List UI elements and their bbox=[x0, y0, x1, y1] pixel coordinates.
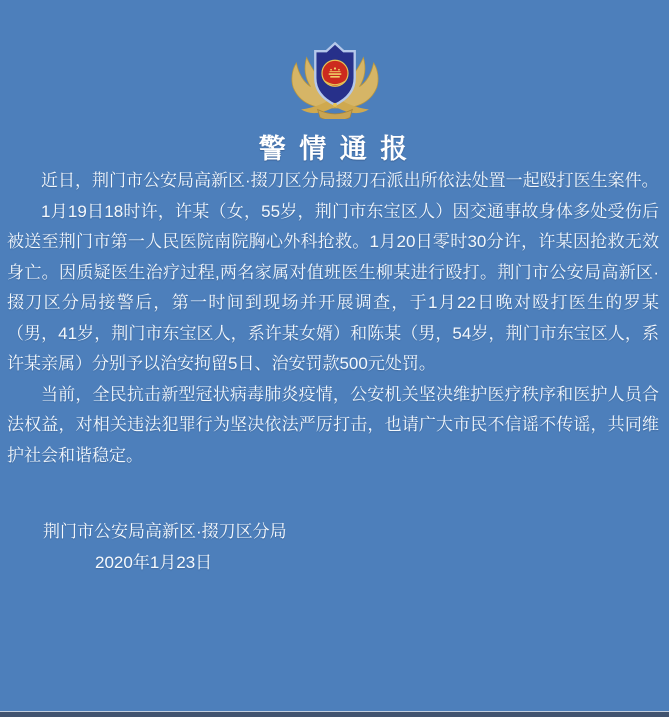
paragraph-intro: 近日，荆门市公安局高新区·掇刀区分局掇刀石派出所依法处置一起殴打医生案件。 bbox=[41, 171, 659, 190]
police-badge-icon bbox=[282, 37, 388, 119]
paragraph-incident: 1月19日18时许，许某（女，55岁，荆门市东宝区人）因交通事故身体多处受伤后被送至荆门市第一人民医院南院胸心外科抢救。1月20日零时30分许，许某因抢救无效身亡。因质疑医生治疗过程,两名家属对值班医生柳某进行殴打。荆门市公安局高新区·掇刀区分局接警后，第一时间到现场并开展调查，于1月22日晚对殴打医生的罗某（男，41岁，荆门市东宝区人，系许某女婿）和陈某（男，54岁，荆门市东宝区人，系许某亲属）分别予以治安拘留5日、治安罚款500元处罚。 bbox=[7, 201, 659, 373]
bottom-edge-bar bbox=[0, 711, 669, 717]
signature-organization: 荆门市公安局高新区·掇刀区分局 bbox=[43, 522, 287, 541]
notice-body bbox=[7, 166, 659, 471]
paragraph-statement: 当前，全民抗击新型冠状病毒肺炎疫情，公安机关坚决维护医疗秩序和医护人员合法权益，对相关违法犯罪行为坚决依法严厉打击，也请广大市民不信谣不传谣，共同维护社会和谐稳定。 bbox=[7, 384, 659, 465]
signature-block bbox=[0, 517, 669, 578]
signature-date: 2020年1月23日 bbox=[95, 552, 213, 572]
notice-title: 警 情 通 报 bbox=[258, 134, 411, 164]
